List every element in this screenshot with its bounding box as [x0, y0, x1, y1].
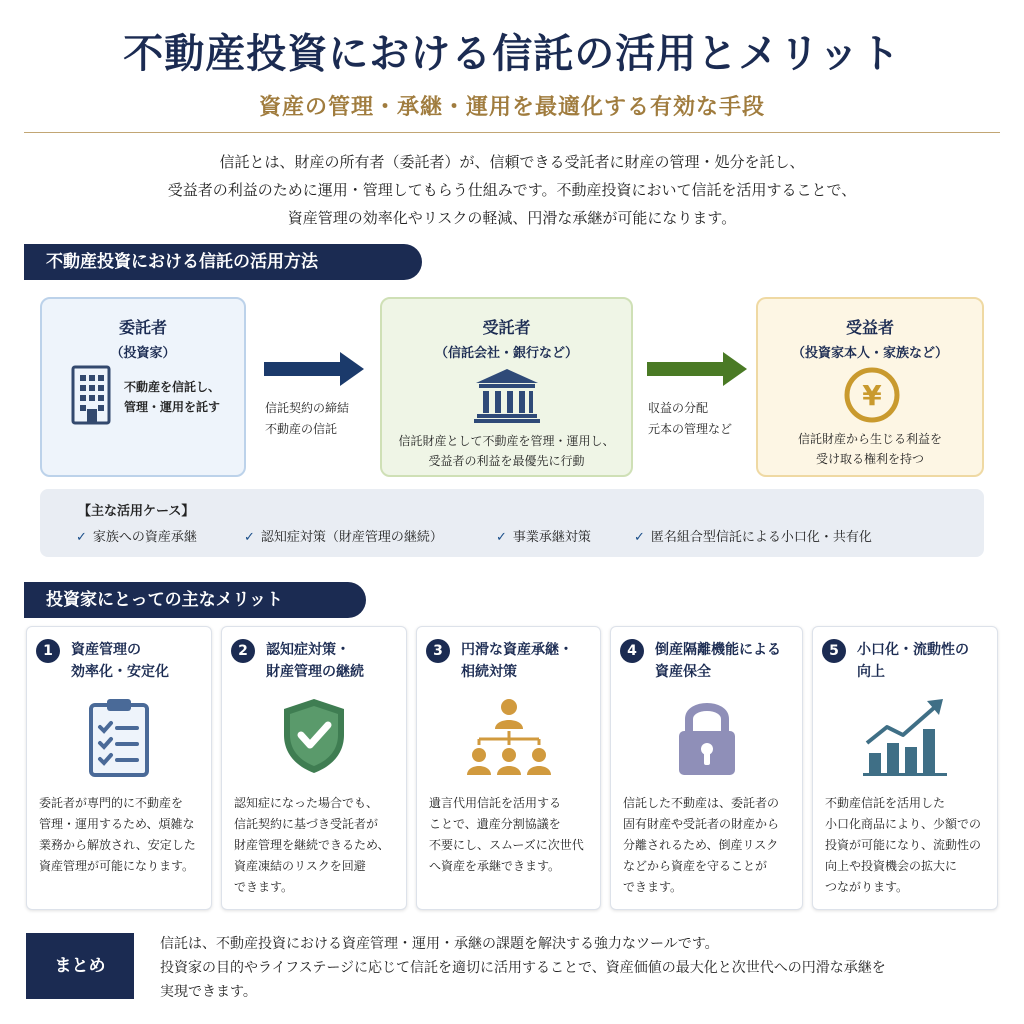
section-heading-usage: 不動産投資における信託の活用方法	[24, 244, 422, 280]
building-icon	[70, 365, 112, 429]
shield-check-icon	[222, 697, 406, 779]
arrow-label-contract	[265, 398, 349, 440]
summary-label: まとめ	[26, 933, 134, 999]
merit-card	[812, 626, 998, 910]
usage-cases-panel	[40, 489, 984, 557]
merit-description: 認知症になった場合でも、 信託契約に基づき受託者が 財産管理を継続できるため、 資産凍結のリスクを回避 できます。	[234, 796, 390, 894]
settlor-subtitle: （投資家）	[110, 346, 176, 361]
trustee-desc-line: 信託財産として不動産を管理・運用し、	[398, 434, 615, 448]
usage-case-label: 事業承継対策	[512, 530, 591, 545]
merit-description: 委託者が専門的に不動産を 管理・運用するため、煩雑な 業務から解放され、安定した 資産管理が可能になります。	[39, 796, 196, 873]
merit-card	[610, 626, 803, 910]
merit-description: 信託した不動産は、委託者の 固有財産や受託者の財産から 分離されるため、倒産リスク などから資産を守ることが できます。	[623, 796, 780, 894]
merit-number: 3	[426, 639, 450, 663]
merit-title: 資産管理の 効率化・安定化	[71, 642, 169, 680]
beneficiary-subtitle: （投資家本人・家族など）	[791, 346, 948, 361]
intro-paragraph	[40, 148, 984, 232]
growth-chart-icon	[813, 697, 997, 781]
arrow-label-line: 収益の分配	[648, 401, 709, 415]
usage-case-item	[496, 526, 591, 545]
settlor-title: 委託者	[118, 318, 167, 337]
check-icon: ✓	[496, 530, 507, 545]
merit-number: 5	[822, 639, 846, 663]
arrow-label-line: 元本の管理など	[648, 422, 733, 436]
title-divider	[24, 132, 1000, 133]
summary-text	[160, 932, 1006, 1004]
trustee-box	[380, 297, 633, 477]
beneficiary-box	[756, 297, 984, 477]
usage-cases-title: 【主な活用ケース】	[78, 504, 195, 519]
usage-case-item	[244, 526, 443, 545]
arrow-right-icon	[647, 352, 747, 390]
padlock-icon	[611, 697, 802, 781]
trustee-title: 受託者	[482, 318, 531, 337]
arrow-label-line: 信託契約の締結	[265, 401, 350, 415]
family-tree-icon	[417, 697, 600, 781]
intro-line: 信託とは、財産の所有者（委託者）が、信頼できる受託者に財産の管理・処分を託し、	[219, 153, 805, 171]
usage-case-label: 認知症対策（財産管理の継続）	[260, 530, 443, 545]
merit-card	[221, 626, 407, 910]
merit-card	[416, 626, 601, 910]
arrow-right-icon	[264, 352, 364, 390]
usage-case-item	[76, 526, 197, 545]
intro-line: 受益者の利益のために運用・管理してもらう仕組みです。不動産投資において信託を活用することで、	[167, 181, 857, 199]
beneficiary-desc-line: 受け取る権利を持つ	[815, 452, 924, 466]
page-subtitle: 資産の管理・承継・運用を最適化する有効な手段	[258, 94, 765, 120]
merit-number: 4	[620, 639, 644, 663]
beneficiary-title: 受益者	[845, 318, 894, 337]
merit-number: 2	[231, 639, 255, 663]
merit-card	[26, 626, 212, 910]
svg-text:¥: ¥	[862, 379, 882, 412]
trustee-desc-line: 受益者の利益を最優先に行動	[428, 454, 585, 468]
merit-title: 円滑な資産承継・ 相続対策	[461, 642, 573, 680]
clipboard-checklist-icon	[27, 697, 211, 781]
summary-line: 信託は、不動産投資における資産管理・運用・承継の課題を解決する強力なツールです。	[160, 936, 719, 952]
section-heading-merits: 投資家にとっての主なメリット	[24, 582, 366, 618]
summary-line: 実現できます。	[160, 984, 257, 1000]
trustee-subtitle: （信託会社・銀行など）	[434, 346, 578, 361]
settlor-desc-line: 不動産を信託し、	[124, 380, 221, 394]
settlor-desc-line: 管理・運用を託す	[124, 400, 221, 414]
bank-icon	[474, 367, 540, 427]
check-icon: ✓	[244, 530, 255, 545]
page-title: 不動産投資における信託の活用とメリット	[123, 30, 901, 77]
beneficiary-description	[758, 429, 982, 469]
check-icon: ✓	[76, 530, 87, 545]
settlor-box	[40, 297, 246, 477]
check-icon: ✓	[634, 530, 645, 545]
usage-case-label: 家族への資産承継	[92, 530, 197, 545]
arrow-label-distribution	[648, 398, 732, 440]
beneficiary-desc-line: 信託財産から生じる利益を	[797, 432, 942, 446]
trustee-description	[382, 431, 631, 471]
yen-coin-icon	[844, 367, 900, 427]
merit-title: 認知症対策・ 財産管理の継続	[266, 642, 364, 680]
usage-case-label: 匿名組合型信託による小口化・共有化	[650, 530, 872, 545]
merit-description: 不動産信託を活用した 小口化商品により、少額での 投資が可能になり、流動性の 向上や投資機会の拡大に つながります。	[825, 796, 982, 894]
merit-number: 1	[36, 639, 60, 663]
intro-line: 資産管理の効率化やリスクの軽減、円滑な承継が可能になります。	[287, 209, 737, 227]
summary-line: 投資家の目的やライフステージに応じて信託を適切に活用することで、資産価値の最大化と次世代への円滑な承継を	[160, 960, 886, 976]
merit-description: 遺言代用信託を活用する ことで、遺産分割協議を 不要にし、スムーズに次世代 へ資産を承継できます。	[429, 796, 584, 873]
settlor-description	[124, 377, 220, 417]
merit-title: 倒産隔離機能による 資産保全	[655, 642, 781, 680]
merit-title: 小口化・流動性の 向上	[857, 642, 969, 680]
usage-case-item	[634, 526, 872, 545]
arrow-label-line: 不動産の信託	[265, 422, 338, 436]
